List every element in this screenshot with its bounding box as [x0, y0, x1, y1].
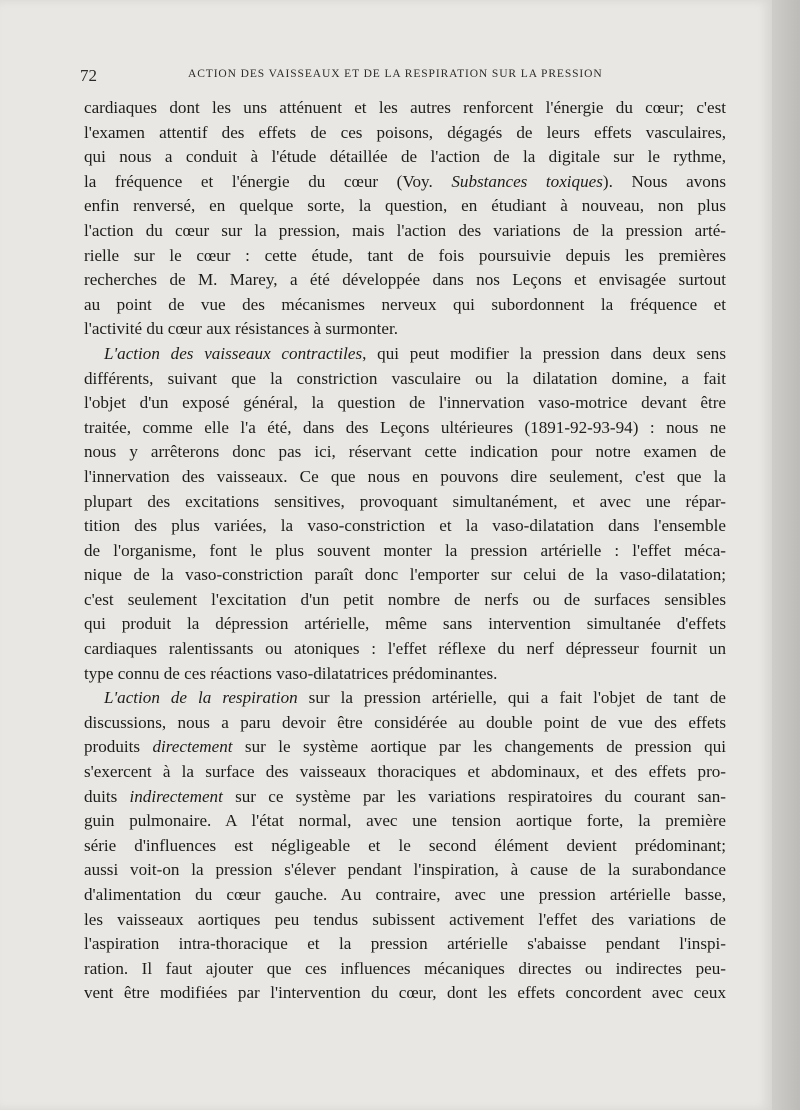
- text-line: [84, 244, 726, 269]
- text-line: [84, 121, 726, 146]
- text-segment: de l'organisme, font le plus souvent monter la pression artérielle : l'effet méca-: [84, 540, 726, 560]
- text-segment: recherches de M. Marey, a été développée dans nos Leçons et envisagée surtout: [84, 270, 726, 290]
- text-line: [84, 490, 726, 515]
- text-line: [84, 391, 726, 416]
- text-line: [84, 367, 726, 392]
- text-segment: , qui peut modifier la pression dans deux sens: [362, 343, 726, 363]
- text-segment: aussi voit-on la pression s'élever pendant l'inspiration, à cause de la surabondance: [84, 860, 726, 880]
- paragraph: [84, 96, 726, 342]
- text-line: [84, 883, 726, 908]
- page-gutter: [772, 0, 800, 1110]
- text-segment: au point de vue des mécanismes nerveux qui subordonnent la fréquence et: [84, 294, 726, 314]
- text-segment: l'action du cœur sur la pression, mais l'action des variations de la pression arté-: [84, 220, 726, 240]
- text-segment: cardiaques ralentissants ou atoniques : l'effet réflexe du nerf dépresseur fournit un: [84, 639, 726, 659]
- paragraph: [84, 686, 726, 1006]
- text-line: [84, 957, 726, 982]
- text-segment: discussions, nous a paru devoir être considérée au double point de vue des effets: [84, 712, 726, 732]
- text-line: [84, 932, 726, 957]
- text-segment: plupart des excitations sensitives, provoquant simultanément, et avec une répar-: [84, 491, 726, 511]
- text-segment: sur ce système par les variations respiratoires du courant san-: [222, 786, 726, 806]
- text-line: [84, 219, 726, 244]
- text-line: [84, 440, 726, 465]
- text-line: [84, 514, 726, 539]
- text-line: [84, 170, 726, 195]
- text-segment: traitée, comme elle l'a été, dans des Leçons ultérieures (1891-92-93-94) : nous ne: [84, 417, 726, 437]
- text-line: [84, 588, 726, 613]
- text-segment: l'objet d'un exposé général, la question de l'innervation vaso-motrice devant être: [84, 393, 726, 413]
- text-line: [84, 908, 726, 933]
- text-segment: d'alimentation du cœur gauche. Au contraire, avec une pression artérielle basse,: [84, 885, 726, 904]
- text-segment: nique de la vaso-constriction paraît donc l'emporter sur celui de la vaso-dilatation;: [84, 565, 726, 585]
- text-segment: guin pulmonaire. A l'état normal, avec une tension aortique forte, la première: [84, 811, 726, 831]
- text-segment: type connu de ces réactions vaso-dilatatrices prédominantes.: [84, 663, 498, 683]
- text-line: [84, 194, 726, 219]
- text-segment: vent être modifiées par l'intervention du cœur, dont les effets concordent avec ceux: [84, 983, 726, 1003]
- text-line: [84, 637, 726, 662]
- text-segment: cardiaques dont les uns atténuent et les autres renforcent l'énergie du cœur; c'est: [84, 98, 726, 117]
- text-line: [84, 711, 726, 736]
- text-segment: l'activité du cœur aux résistances à surmonter.: [84, 319, 398, 339]
- text-line: [84, 858, 726, 883]
- text-line: [84, 563, 726, 588]
- text-line: [84, 981, 726, 1006]
- text-line: [84, 809, 726, 834]
- text-segment: produits: [84, 737, 153, 757]
- italic-term: Substances toxiques: [451, 171, 603, 191]
- italic-term: L'action des vaisseaux contractiles: [104, 343, 363, 363]
- text-segment: qui nous a conduit à l'étude détaillée de l'action de la digitale sur le rythme,: [84, 147, 726, 167]
- page-header: [80, 66, 740, 86]
- text-line: [84, 342, 726, 367]
- text-line: [84, 662, 726, 687]
- text-segment: sur le système aortique par les changements de pression qui: [232, 737, 726, 757]
- text-line: [84, 686, 726, 711]
- text-segment: nous y arrêterons donc pas ici, réservant cette indication pour notre examen de: [84, 442, 726, 462]
- text-line: [84, 145, 726, 170]
- text-line: [84, 612, 726, 637]
- paragraph: [84, 342, 726, 686]
- italic-term: indirectement: [129, 786, 223, 806]
- text-segment: tition des plus variées, la vaso-constriction et la vaso-dilatation dans l'ensemble: [84, 516, 726, 536]
- text-line: [84, 735, 726, 760]
- text-segment: série d'influences est négligeable et le second élément devient prédominant;: [84, 835, 726, 855]
- text-line: [84, 317, 726, 342]
- text-segment: rielle sur le cœur : cette étude, tant de fois poursuivie depuis les premières: [84, 245, 726, 265]
- text-line: [84, 785, 726, 810]
- text-line: [84, 834, 726, 859]
- text-line: [84, 293, 726, 318]
- italic-term: L'action de la respiration: [104, 688, 298, 708]
- text-line: [84, 268, 726, 293]
- text-segment: différents, suivant que la constriction vasculaire ou la dilatation domine, a fait: [84, 368, 726, 388]
- italic-term: directement: [152, 737, 233, 757]
- text-segment: s'exercent à la surface des vaisseaux thoraciques et abdominaux, et des effets pro-: [84, 762, 726, 782]
- text-segment: la fréquence et l'énergie du cœur (Voy.: [84, 171, 452, 191]
- text-segment: les vaisseaux aortiques peu tendus subissent activement l'effet des variations de: [84, 909, 726, 929]
- text-segment: ration. Il faut ajouter que ces influences mécaniques directes ou indirectes peu-: [84, 958, 726, 978]
- page-number: 72: [80, 66, 97, 85]
- text-line: [84, 539, 726, 564]
- text-segment: sur la pression artérielle, qui a fait l'objet de tant de: [297, 688, 727, 708]
- text-segment: ). Nous avons: [602, 171, 727, 191]
- text-segment: l'aspiration intra-thoracique et la pression artérielle s'abaisse pendant l'inspi-: [84, 934, 726, 954]
- text-line: [84, 96, 726, 121]
- text-segment: enfin renversé, en quelque sorte, la question, en étudiant à nouveau, non plus: [84, 196, 726, 216]
- body-text: [84, 96, 726, 1006]
- text-segment: c'est seulement l'excitation d'un petit nombre de nerfs ou de surfaces sensibles: [84, 589, 726, 609]
- running-title: ACTION DES VAISSEAUX ET DE LA RESPIRATION SUR LA PRESSION: [188, 68, 603, 80]
- text-segment: duits: [84, 786, 130, 806]
- text-segment: l'innervation des vaisseaux. Ce que nous en pouvons dire seulement, c'est que la: [84, 466, 726, 486]
- text-segment: l'examen attentif des effets de ces poisons, dégagés de leurs effets vasculaires,: [84, 122, 726, 142]
- text-line: [84, 760, 726, 785]
- text-segment: qui produit la dépression artérielle, même sans intervention simultanée d'effets: [84, 614, 726, 634]
- text-line: [84, 416, 726, 441]
- text-line: [84, 465, 726, 490]
